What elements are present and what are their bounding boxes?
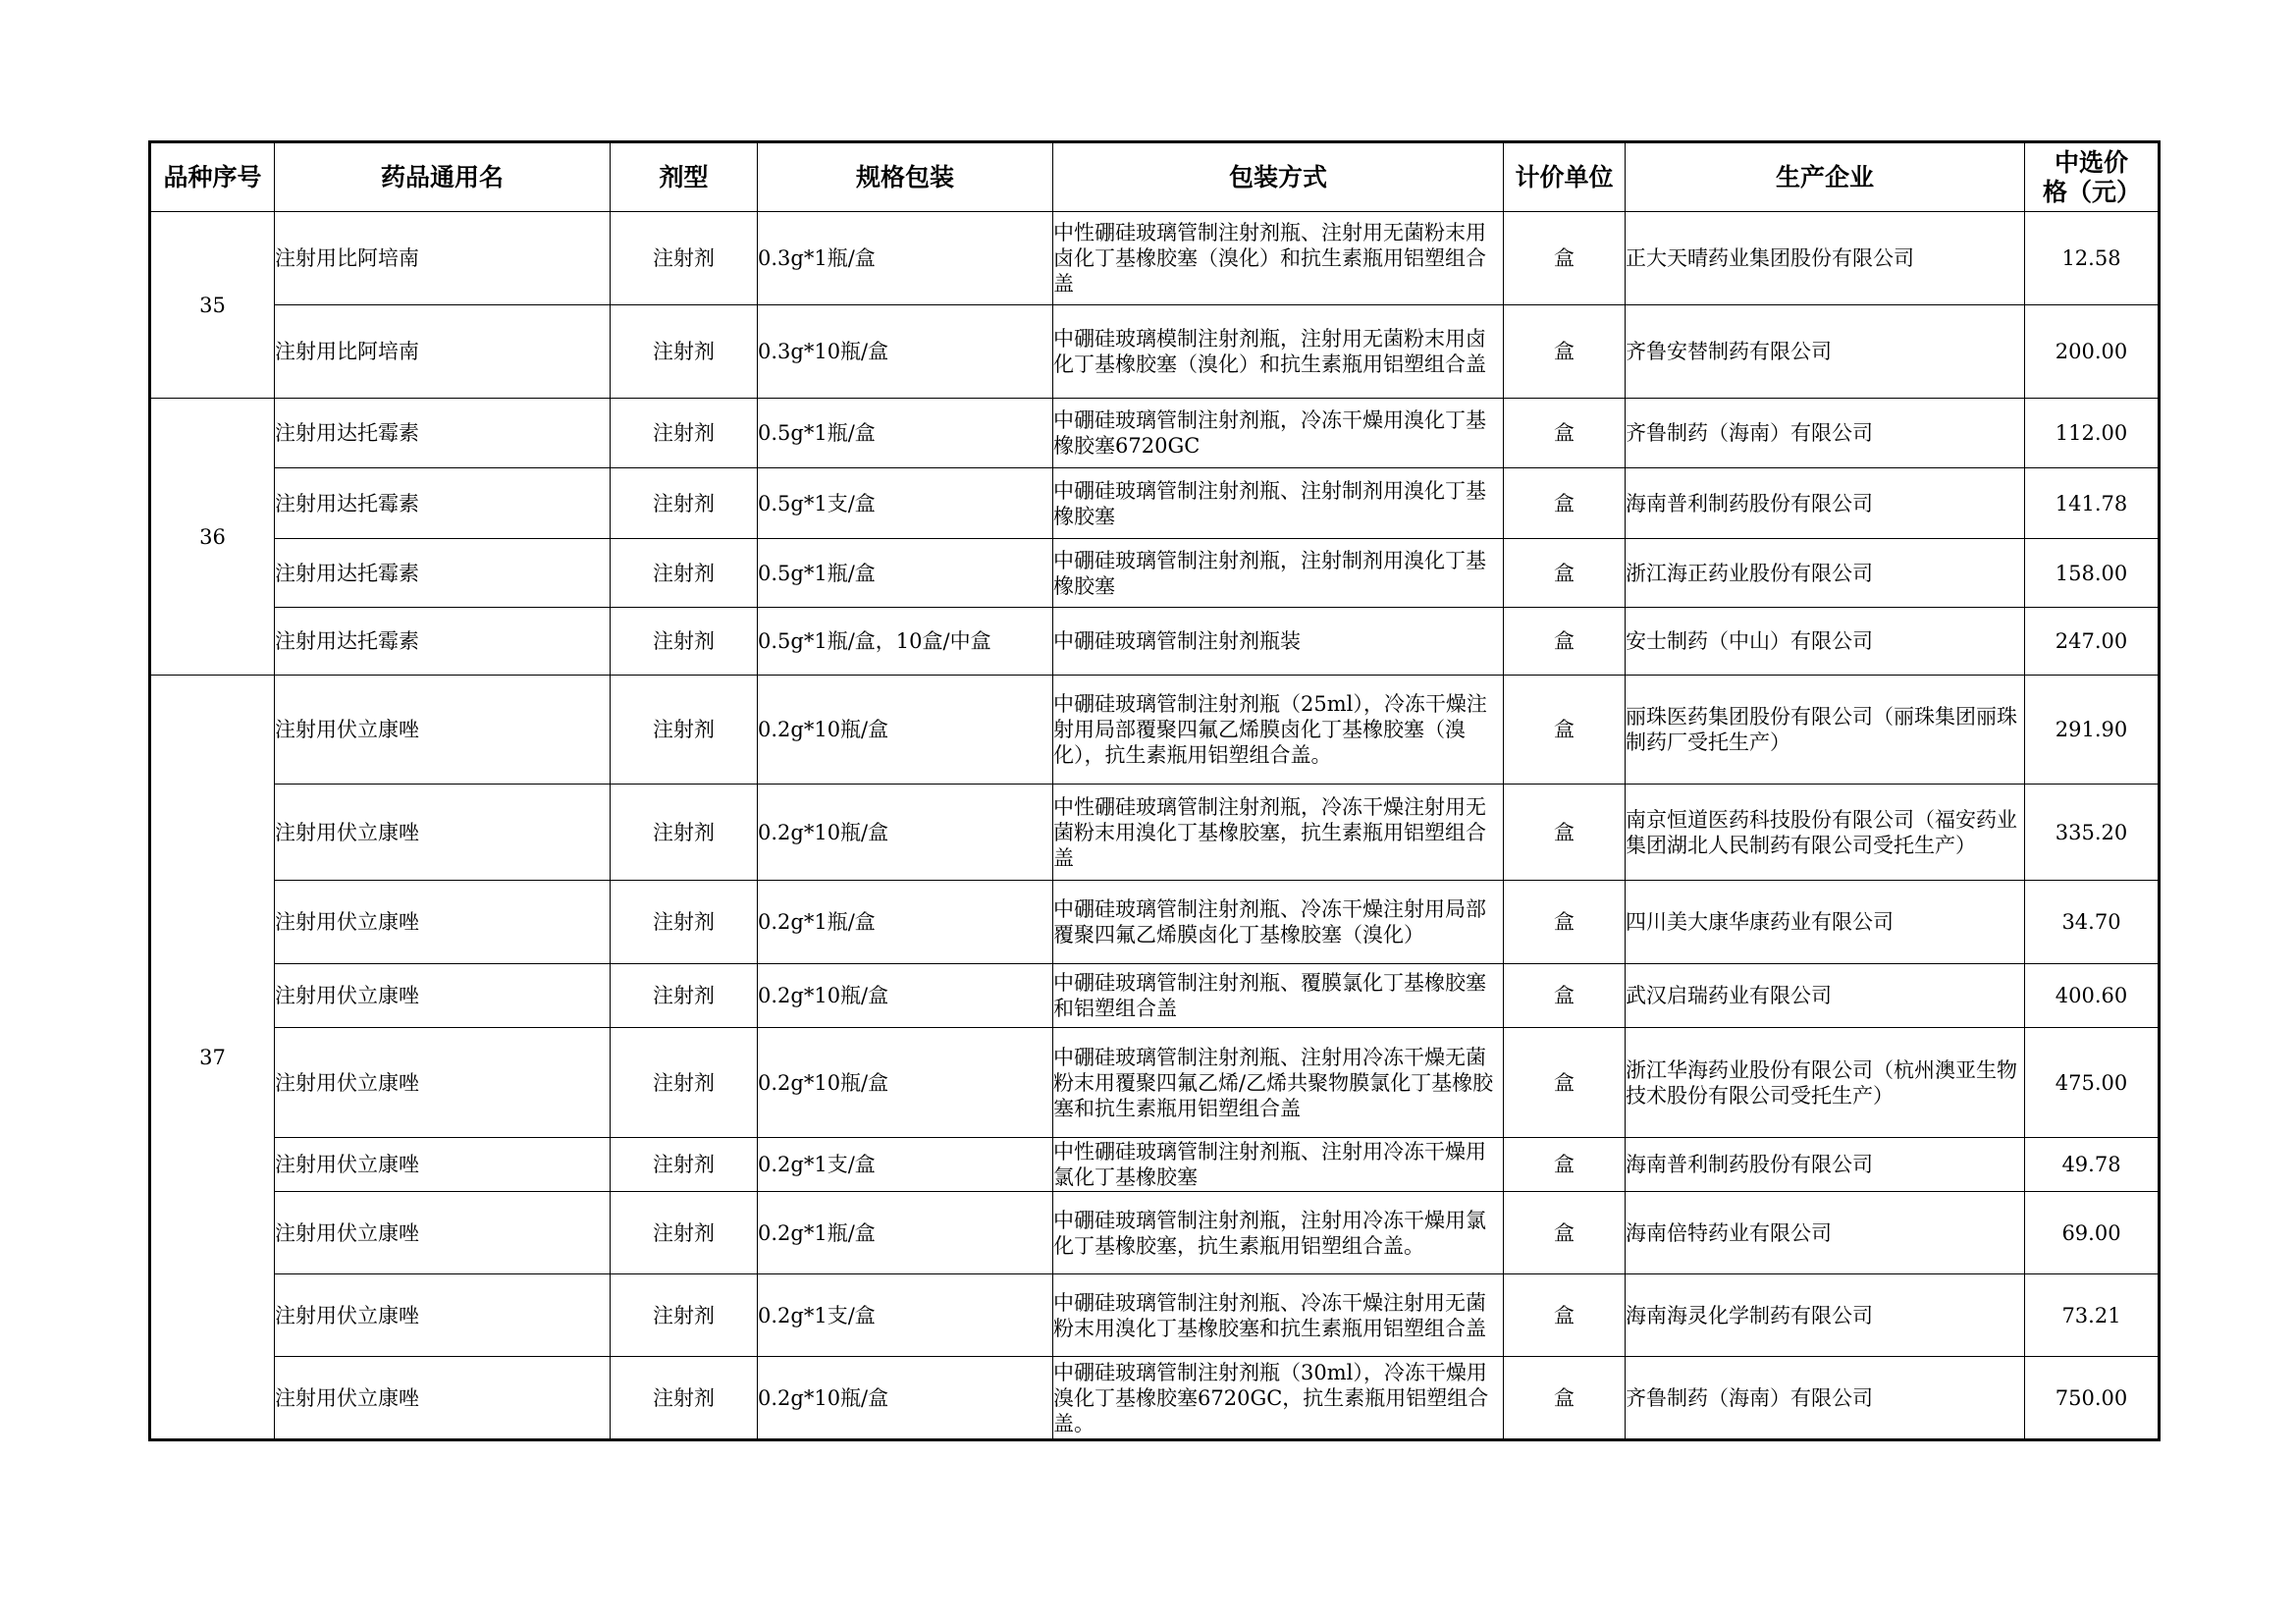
table-row — [150, 608, 2160, 676]
table-row — [150, 212, 2160, 305]
spec-cell: 0.5g*1瓶/盒，10盒/中盒 — [758, 608, 1053, 676]
price-cell: 291.90 — [2025, 676, 2160, 785]
manufacturer-cell: 四川美大康华康药业有限公司 — [1626, 881, 2025, 964]
dosage-form-cell: 注射剂 — [611, 1274, 758, 1357]
generic-name-cell: 注射用伏立康唑 — [275, 676, 611, 785]
unit-cell: 盒 — [1504, 1028, 1626, 1138]
packaging-cell: 中硼硅玻璃管制注射剂瓶、注射制剂用溴化丁基橡胶塞 — [1053, 468, 1504, 539]
spec-cell: 0.3g*1瓶/盒 — [758, 212, 1053, 305]
dosage-form-cell: 注射剂 — [611, 212, 758, 305]
generic-name-cell: 注射用伏立康唑 — [275, 1274, 611, 1357]
table-row — [150, 1138, 2160, 1192]
unit-cell: 盒 — [1504, 1274, 1626, 1357]
packaging-cell: 中硼硅玻璃管制注射剂瓶装 — [1053, 608, 1504, 676]
dosage-form-cell: 注射剂 — [611, 539, 758, 608]
spec-cell: 0.2g*1支/盒 — [758, 1138, 1053, 1192]
dosage-form-cell: 注射剂 — [611, 676, 758, 785]
generic-name-cell: 注射用比阿培南 — [275, 212, 611, 305]
price-cell: 12.58 — [2025, 212, 2160, 305]
dosage-form-cell: 注射剂 — [611, 608, 758, 676]
manufacturer-cell: 丽珠医药集团股份有限公司（丽珠集团丽珠制药厂受托生产） — [1626, 676, 2025, 785]
header-packaging: 包装方式 — [1053, 142, 1504, 212]
generic-name-cell: 注射用达托霉素 — [275, 608, 611, 676]
spec-cell: 0.5g*1瓶/盒 — [758, 539, 1053, 608]
unit-cell: 盒 — [1504, 1357, 1626, 1440]
header-unit: 计价单位 — [1504, 142, 1626, 212]
generic-name-cell: 注射用达托霉素 — [275, 399, 611, 468]
packaging-cell: 中硼硅玻璃管制注射剂瓶，注射制剂用溴化丁基橡胶塞 — [1053, 539, 1504, 608]
generic-name-cell: 注射用达托霉素 — [275, 539, 611, 608]
generic-name-cell: 注射用伏立康唑 — [275, 1138, 611, 1192]
dosage-form-cell: 注射剂 — [611, 785, 758, 881]
manufacturer-cell: 南京恒道医药科技股份有限公司（福安药业集团湖北人民制药有限公司受托生产） — [1626, 785, 2025, 881]
generic-name-cell: 注射用伏立康唑 — [275, 964, 611, 1028]
price-cell: 34.70 — [2025, 881, 2160, 964]
dosage-form-cell: 注射剂 — [611, 399, 758, 468]
price-cell: 750.00 — [2025, 1357, 2160, 1440]
spec-cell: 0.2g*1支/盒 — [758, 1274, 1053, 1357]
manufacturer-cell: 齐鲁制药（海南）有限公司 — [1626, 399, 2025, 468]
manufacturer-cell: 浙江海正药业股份有限公司 — [1626, 539, 2025, 608]
table-row — [150, 964, 2160, 1028]
manufacturer-cell: 正大天晴药业集团股份有限公司 — [1626, 212, 2025, 305]
header-spec: 规格包装 — [758, 142, 1053, 212]
unit-cell: 盒 — [1504, 785, 1626, 881]
price-cell: 112.00 — [2025, 399, 2160, 468]
packaging-cell: 中硼硅玻璃管制注射剂瓶、覆膜氯化丁基橡胶塞和铝塑组合盖 — [1053, 964, 1504, 1028]
manufacturer-cell: 齐鲁制药（海南）有限公司 — [1626, 1357, 2025, 1440]
packaging-cell: 中硼硅玻璃管制注射剂瓶、冷冻干燥注射用局部覆聚四氟乙烯膜卤化丁基橡胶塞（溴化） — [1053, 881, 1504, 964]
manufacturer-cell: 海南普利制药股份有限公司 — [1626, 468, 2025, 539]
unit-cell: 盒 — [1504, 1138, 1626, 1192]
packaging-cell: 中性硼硅玻璃管制注射剂瓶、注射用无菌粉末用卤化丁基橡胶塞（溴化）和抗生素瓶用铝塑组合盖 — [1053, 212, 1504, 305]
unit-cell: 盒 — [1504, 881, 1626, 964]
price-cell: 69.00 — [2025, 1192, 2160, 1274]
generic-name-cell: 注射用伏立康唑 — [275, 785, 611, 881]
dosage-form-cell: 注射剂 — [611, 1192, 758, 1274]
group-number-cell: 35 — [150, 212, 275, 399]
table-row — [150, 676, 2160, 785]
dosage-form-cell: 注射剂 — [611, 1357, 758, 1440]
dosage-form-cell: 注射剂 — [611, 468, 758, 539]
unit-cell: 盒 — [1504, 1192, 1626, 1274]
spec-cell: 0.2g*1瓶/盒 — [758, 881, 1053, 964]
manufacturer-cell: 海南普利制药股份有限公司 — [1626, 1138, 2025, 1192]
price-cell: 335.20 — [2025, 785, 2160, 881]
group-number-cell: 37 — [150, 676, 275, 1440]
generic-name-cell: 注射用伏立康唑 — [275, 881, 611, 964]
packaging-cell: 中硼硅玻璃管制注射剂瓶（30ml），冷冻干燥用溴化丁基橡胶塞6720GC，抗生素瓶用铝塑组合盖。 — [1053, 1357, 1504, 1440]
price-cell: 49.78 — [2025, 1138, 2160, 1192]
generic-name-cell: 注射用伏立康唑 — [275, 1192, 611, 1274]
header-dosage-form: 剂型 — [611, 142, 758, 212]
dosage-form-cell: 注射剂 — [611, 305, 758, 399]
unit-cell: 盒 — [1504, 468, 1626, 539]
packaging-cell: 中硼硅玻璃管制注射剂瓶，冷冻干燥用溴化丁基橡胶塞6720GC — [1053, 399, 1504, 468]
manufacturer-cell: 齐鲁安替制药有限公司 — [1626, 305, 2025, 399]
manufacturer-cell: 海南海灵化学制药有限公司 — [1626, 1274, 2025, 1357]
table-row — [150, 1274, 2160, 1357]
price-cell: 475.00 — [2025, 1028, 2160, 1138]
header-manufacturer: 生产企业 — [1626, 142, 2025, 212]
manufacturer-cell: 海南倍特药业有限公司 — [1626, 1192, 2025, 1274]
header-row — [150, 142, 2160, 212]
manufacturer-cell: 浙江华海药业股份有限公司（杭州澳亚生物技术股份有限公司受托生产） — [1626, 1028, 2025, 1138]
spec-cell: 0.2g*10瓶/盒 — [758, 785, 1053, 881]
price-cell: 400.60 — [2025, 964, 2160, 1028]
header-generic-name: 药品通用名 — [275, 142, 611, 212]
spec-cell: 0.2g*10瓶/盒 — [758, 1028, 1053, 1138]
group-number-cell: 36 — [150, 399, 275, 676]
table-row — [150, 305, 2160, 399]
table-row — [150, 1357, 2160, 1440]
spec-cell: 0.5g*1支/盒 — [758, 468, 1053, 539]
packaging-cell: 中性硼硅玻璃管制注射剂瓶、注射用冷冻干燥用氯化丁基橡胶塞 — [1053, 1138, 1504, 1192]
packaging-cell: 中性硼硅玻璃管制注射剂瓶，冷冻干燥注射用无菌粉末用溴化丁基橡胶塞，抗生素瓶用铝塑组合盖 — [1053, 785, 1504, 881]
unit-cell: 盒 — [1504, 212, 1626, 305]
table-row — [150, 399, 2160, 468]
unit-cell: 盒 — [1504, 305, 1626, 399]
table-row — [150, 539, 2160, 608]
packaging-cell: 中硼硅玻璃管制注射剂瓶、注射用冷冻干燥无菌粉末用覆聚四氟乙烯/乙烯共聚物膜氯化丁基橡胶塞和抗生素瓶用铝塑组合盖 — [1053, 1028, 1504, 1138]
manufacturer-cell: 安士制药（中山）有限公司 — [1626, 608, 2025, 676]
drug-price-table — [148, 140, 2161, 1441]
dosage-form-cell: 注射剂 — [611, 1028, 758, 1138]
generic-name-cell: 注射用比阿培南 — [275, 305, 611, 399]
unit-cell: 盒 — [1504, 964, 1626, 1028]
unit-cell: 盒 — [1504, 539, 1626, 608]
packaging-cell: 中硼硅玻璃管制注射剂瓶（25ml），冷冻干燥注射用局部覆聚四氟乙烯膜卤化丁基橡胶塞（溴化），抗生素瓶用铝塑组合盖。 — [1053, 676, 1504, 785]
table-row — [150, 785, 2160, 881]
manufacturer-cell: 武汉启瑞药业有限公司 — [1626, 964, 2025, 1028]
spec-cell: 0.2g*10瓶/盒 — [758, 964, 1053, 1028]
generic-name-cell: 注射用达托霉素 — [275, 468, 611, 539]
price-cell: 247.00 — [2025, 608, 2160, 676]
spec-cell: 0.2g*10瓶/盒 — [758, 676, 1053, 785]
spec-cell: 0.2g*10瓶/盒 — [758, 1357, 1053, 1440]
packaging-cell: 中硼硅玻璃管制注射剂瓶、冷冻干燥注射用无菌粉末用溴化丁基橡胶塞和抗生素瓶用铝塑组合盖 — [1053, 1274, 1504, 1357]
dosage-form-cell: 注射剂 — [611, 1138, 758, 1192]
price-cell: 73.21 — [2025, 1274, 2160, 1357]
dosage-form-cell: 注射剂 — [611, 881, 758, 964]
price-cell: 141.78 — [2025, 468, 2160, 539]
dosage-form-cell: 注射剂 — [611, 964, 758, 1028]
spec-cell: 0.3g*10瓶/盒 — [758, 305, 1053, 399]
price-cell: 158.00 — [2025, 539, 2160, 608]
packaging-cell: 中硼硅玻璃管制注射剂瓶，注射用冷冻干燥用氯化丁基橡胶塞，抗生素瓶用铝塑组合盖。 — [1053, 1192, 1504, 1274]
spec-cell: 0.5g*1瓶/盒 — [758, 399, 1053, 468]
unit-cell: 盒 — [1504, 608, 1626, 676]
unit-cell: 盒 — [1504, 676, 1626, 785]
table-row — [150, 468, 2160, 539]
unit-cell: 盒 — [1504, 399, 1626, 468]
spec-cell: 0.2g*1瓶/盒 — [758, 1192, 1053, 1274]
table-row — [150, 1028, 2160, 1138]
header-price: 中选价格（元） — [2025, 142, 2160, 212]
table-row — [150, 1192, 2160, 1274]
table-row — [150, 881, 2160, 964]
generic-name-cell: 注射用伏立康唑 — [275, 1357, 611, 1440]
header-group-no: 品种序号 — [150, 142, 275, 212]
price-cell: 200.00 — [2025, 305, 2160, 399]
generic-name-cell: 注射用伏立康唑 — [275, 1028, 611, 1138]
packaging-cell: 中硼硅玻璃模制注射剂瓶，注射用无菌粉末用卤化丁基橡胶塞（溴化）和抗生素瓶用铝塑组合盖 — [1053, 305, 1504, 399]
